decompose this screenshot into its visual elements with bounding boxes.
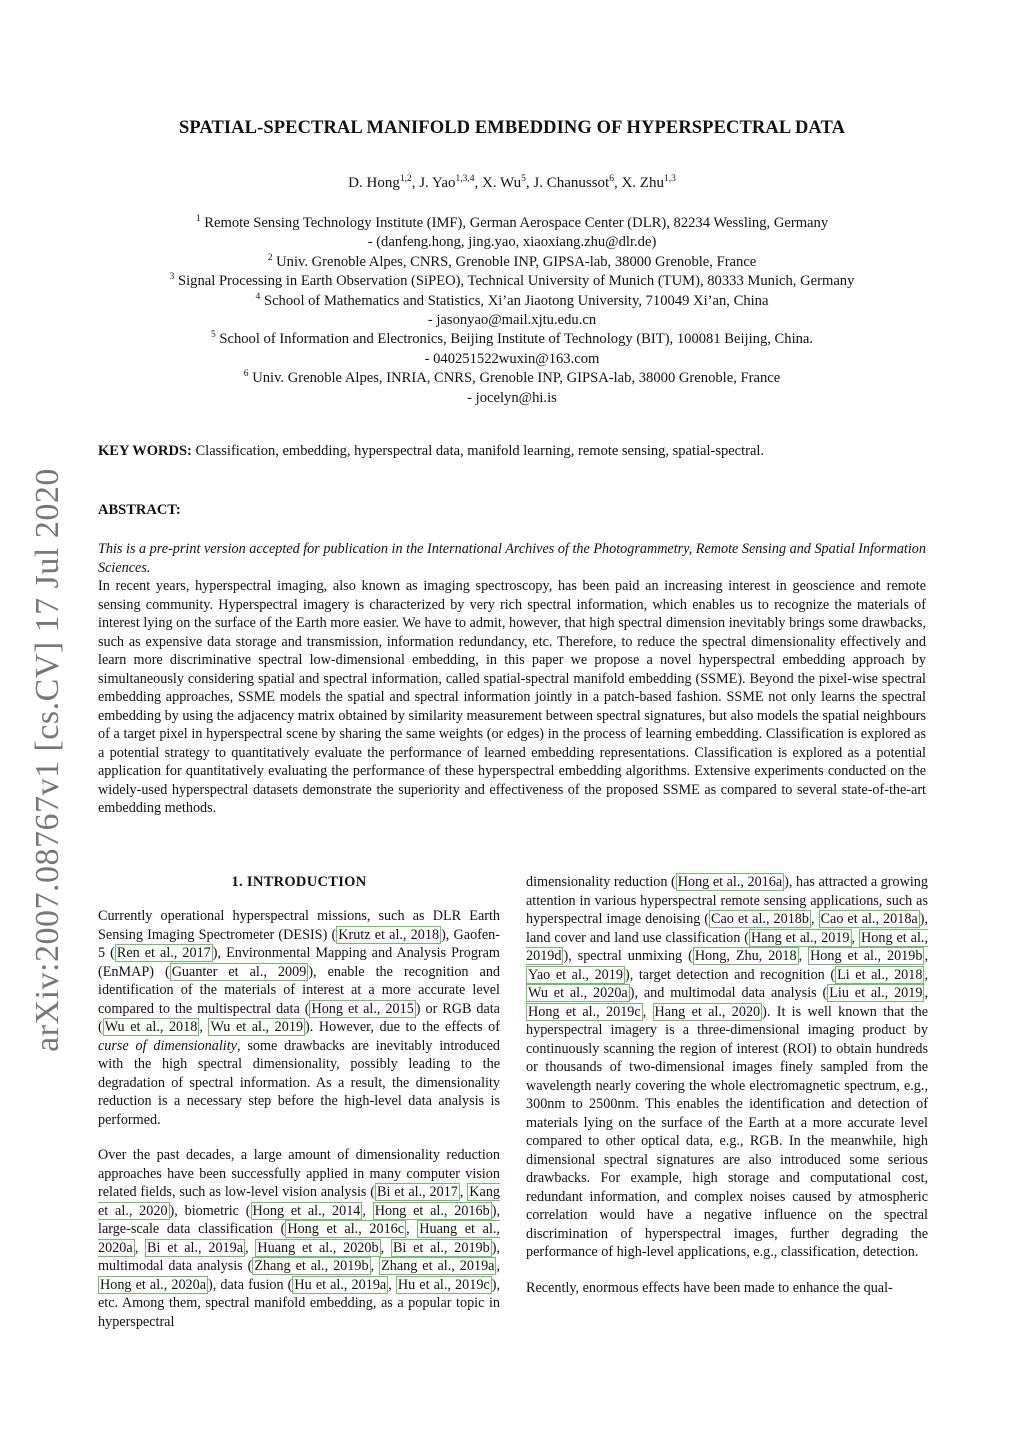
keywords-text: Classification, embedding, hyperspectral data, manifold learning, remote sensing, spatial-spectral. [191,443,765,459]
citation-link[interactable]: Hong et al., 2020a [100,1276,207,1293]
affiliation-list [90,214,934,408]
citation-link[interactable]: Cao et al., 2018b [711,911,809,927]
affiliation-text: School of Information and Electronics, Beijing Institute of Technology (BIT), 100081 Beijing, China. [219,331,814,348]
affiliation-number: 2 [267,252,273,263]
affiliation-line [90,369,934,388]
affiliation-line [90,233,934,252]
emphasis-text: curse of dimensionality [98,1037,237,1054]
affiliation-text: - 040251522wuxin@163.com [424,350,600,367]
author-name: J. Yao [419,175,456,191]
citation-link[interactable]: Hong, Zhu, 2018 [694,948,797,964]
citation-link[interactable]: Huang et al., 2020b [257,1239,379,1256]
affiliation-text: Univ. Grenoble Alpes, CNRS, Grenoble INP, GIPSA-lab, 38000 Grenoble, France [276,253,757,270]
citation-link[interactable]: Bi et al., 2017 [377,1184,458,1200]
citation-link[interactable]: Hang et al., 2020 [654,1003,761,1020]
affiliation-line [90,214,934,233]
citation-link[interactable]: Kang et al., 2020 [98,1184,501,1219]
affiliation-text: - jocelyn@hi.is [467,389,557,406]
affiliation-line [90,292,934,311]
affiliation-line [90,272,934,291]
abstract-body: In recent years, hyperspectral imaging, also known as imaging spectroscopy, has been paid an increasing interest in geoscience and remote sensing community. Hyperspectral imagery is characterized by very rich spectral information, which enables us to recognize the materials of interest lying on the surface of the Earth more easier. We have to admit, however, that high spectral dimension inevitably brings some drawbacks, such as expensive data storage and transmission, information redundancy, etc. Therefore, to reduce the spectral dimensionality effectively and learn more discriminative spectral low-dimensional embedding, in this paper we propose a novel hyperspectral embedding approach by simultaneously considering spatial and spectral information, called spatial-spectral manifold embedding (SSME). Beyond the pixel-wise spectral embedding approaches, SSME models the spatial and spectral information jointly in a patch-based fashion. SSME not only learns the spectral embedding by using the adjacency matrix obtained by similarity measurement between spectral signatures, but also models the spatial neighbours of a target pixel in hyperspectral scene by sharing the same weights (or edges) in the process of learning embedding. Classification is explored as a potential strategy to quantitatively evaluate the performance of learned embedding representations. Classification is explored as a potential application for quantitatively evaluating the performance of these hyperspectral embedding algorithms. Extensive experiments conducted on the widely-used hyperspectral datasets demonstrate the superiority and effectiveness of the proposed SSME as compared to several state-of-the-art embedding methods. [98,578,926,816]
citation-link[interactable]: Cao et al., 2018a [820,911,918,927]
section-heading-introduction: 1. INTRODUCTION [231,874,367,890]
affiliation-line [90,311,934,330]
intro-paragraph-3: dimensionality reduction ( Hong et al., 2016a ), has attracted a growing attention in various hyperspectral remote sensing applications, such as hyperspectral image denoising ( Cao et al., 2018b , Cao et al., 2018a ), land cover and land use classification ( Hang et al., 2019 , Hong et al., 2019d ), spectral unmixing ( Hong, Zhu, 2018 , Hong et al., 2019b , Yao et al., 2019 ), target detection and recognition ( Li et al., 2018 , Wu et al., 2020a ), and multimodal data analysis ( Liu et al., 2019 , Hong et al., 2019c , Hang et al., 2020 ). It is well known that the hyperspectral imagery is a three-dimensional imaging product by continuously scanning the region of interest (ROI) to obtain hundreds or thousands of two-dimensional images finely sampled from the wavelength nearly covering the whole electromagnetic spectrum, e.g., 300nm to 2500nm. This enables the identification and detection of materials lying on the surface of the Earth at a more accurate level compared to other optical data, e.g., RGB. In the meanwhile, high dimensional spectral signatures are also introduced some serious drawbacks. For example, high storage and computational cost, redundant information, and complex noises caused by atmospheric correlation would have a negative influence on the spectral discrimination of hyperspectral images, further degrading the performance of high-level applications, e.g., classification, detection. [526,874,929,1260]
citation-link[interactable]: Li et al., 2018 [837,966,923,983]
author-affiliation-number: 6 [609,174,614,184]
keywords [98,443,928,460]
right-column [526,873,928,1297]
left-column [98,873,500,1331]
arxiv-side-stamp [28,460,68,1060]
author-name: J. Chanussot [533,175,610,191]
intro-paragraph-2: Over the past decades, a large amount of dimensionality reduction approaches have been successfully applied in many computer vision related fields, such as low-level vision analysis ( Bi et al., 2017 , Kang et al., 2020 ), biometric ( Hong et al., 2014 , Hong et al., 2016b ), large-scale data classification ( Hong et al., 2016c , Huang et al., 2020a , Bi et al., 2019a , Huang et al., 2020b , Bi et al., 2019b ), multimodal data analysis ( Zhang et al., 2019b , Zhang et al., 2019a , Hong et al., 2020a ), data fusion ( Hu et al., 2019a , Hu et al., 2019c ), etc. Among them, spectral manifold embedding, as a popular topic in hyperspectral [98,1147,501,1330]
author-affiliation-number: 1,3 [663,174,676,184]
keywords-label: KEY WORDS: [98,443,192,459]
citation-link[interactable]: Bi et al., 2019a [147,1239,244,1256]
citation-link[interactable]: Huang et al., 2020a [98,1221,500,1256]
abstract-heading: ABSTRACT: [98,502,181,518]
affiliation-number: 1 [195,214,201,224]
citation-link[interactable]: Hu et al., 2019c [397,1276,490,1293]
arxiv-identifier: arXiv:2007.08767v1 [cs.CV] 17 Jul 2020 [29,468,66,1052]
citation-link[interactable]: Zhang et al., 2019a [381,1258,495,1274]
citation-link[interactable]: Wu et al., 2018 [104,1019,198,1035]
author-affiliation-number: 1,3,4 [455,174,475,184]
affiliation-line [90,389,934,408]
author-affiliation-number: 1,2 [399,174,412,184]
citation-link[interactable]: Hong et al., 2019b [810,948,923,964]
citation-link[interactable]: Hong et al., 2015 [311,1000,414,1017]
citation-link[interactable]: Ren et al., 2017 [116,945,211,961]
citation-link[interactable]: Hang et al., 2019 [751,929,850,946]
affiliation-text: Signal Processing in Earth Observation (SiPEO), Technical University of Munich (TUM), 80333 Munich, Germany [178,273,855,290]
affiliation-text: Univ. Grenoble Alpes, INRIA, CNRS, Grenoble INP, GIPSA-lab, 38000 Grenoble, France [252,370,781,387]
citation-link[interactable]: Hong et al., 2016a [677,874,783,890]
author-list: D. Hong$^{1,2}$, J. Yao$^{1,3,4}$, X. Wu$^5$, J. Chanussot$^6$, X. Zhu$^{1,3}$ [348,174,676,191]
affiliation-line [90,350,934,369]
paper-title: SPATIAL-SPECTRAL MANIFOLD EMBEDDING OF HYPERSPECTRAL DATA [178,118,846,138]
citation-link[interactable]: Hong et al., 2019c [528,1003,641,1020]
intro-paragraph-1: Currently operational hyperspectral missions, such as DLR Earth Sensing Imaging Spectrometer (DESIS) ( Krutz et al., 2018 ), Gaofen-5 ( Ren et al., 2017 ), Environmental Mapping and Analysis Program (EnMAP) ( Guanter et al., 2009 ), enable the recognition and identification of the materials of interest at a more accurate level compared to the multispectral data ( Hong et al., 2015 ) or RGB data ( Wu et al., 2018 , Wu et al., 2019 ). However, due to the effects of curse of dimensionality, some drawbacks are inevitably introduced with the high spectral dimensionality, possibly leading to the degradation of spectral information. As a result, the dimensionality reduction is a necessary step before the high-level data analysis is performed. [98,908,501,1128]
citation-link[interactable]: Guanter et al., 2009 [171,963,307,980]
author-name: X. Wu [481,175,522,191]
affiliation-text: School of Mathematics and Statistics, Xi’an Jiaotong University, 710049 Xi’an, China [263,292,769,309]
citation-link[interactable]: Hu et al., 2019a [294,1276,387,1293]
citation-link[interactable]: Hong et al., 2016c [287,1221,405,1237]
citation-link[interactable]: Hong et al., 2016b [374,1202,490,1219]
citation-link[interactable]: Krutz et al., 2018 [338,926,440,943]
citation-link[interactable]: Liu et al., 2019 [829,985,923,1001]
affiliation-text: - jasonyao@mail.xjtu.edu.cn [427,312,597,329]
citation-link[interactable]: Bi et al., 2019b [392,1239,490,1256]
citation-link[interactable]: Hong et al., 2019d [526,929,928,964]
affiliation-text: Remote Sensing Technology Institute (IMF), German Aerospace Center (DLR), 82234 Wessling, Germany [204,215,829,231]
citation-link[interactable]: Yao et al., 2019 [528,966,623,983]
affiliation-number: 3 [169,272,175,283]
author-name: X. Zhu [621,175,664,191]
author-name: D. Hong [348,175,400,191]
affiliation-text: - (danfeng.hong, jing.yao, xiaoxiang.zhu@dlr.de) [367,234,657,251]
affiliation-line [90,330,934,349]
citation-link[interactable]: Hong et al., 2014 [252,1202,361,1219]
abstract [98,540,926,818]
citation-link[interactable]: Wu et al., 2020a [528,985,628,1001]
preprint-note: This is a pre-print version accepted for publication in the International Archives of the Photogrammetry, Remote Sensing and Spatial Information Sciences. [98,541,926,576]
citation-link[interactable]: Zhang et al., 2019b [254,1258,369,1274]
author-affiliation-number: 5 [521,174,526,184]
citation-link[interactable]: Wu et al., 2019 [210,1019,304,1035]
affiliation-number: 6 [243,369,249,380]
affiliation-number: 5 [210,330,216,341]
affiliation-number: 4 [255,291,261,302]
intro-paragraph-4: Recently, enormous effects have been made to enhance the qual- [526,1279,893,1296]
affiliation-line [90,253,934,272]
